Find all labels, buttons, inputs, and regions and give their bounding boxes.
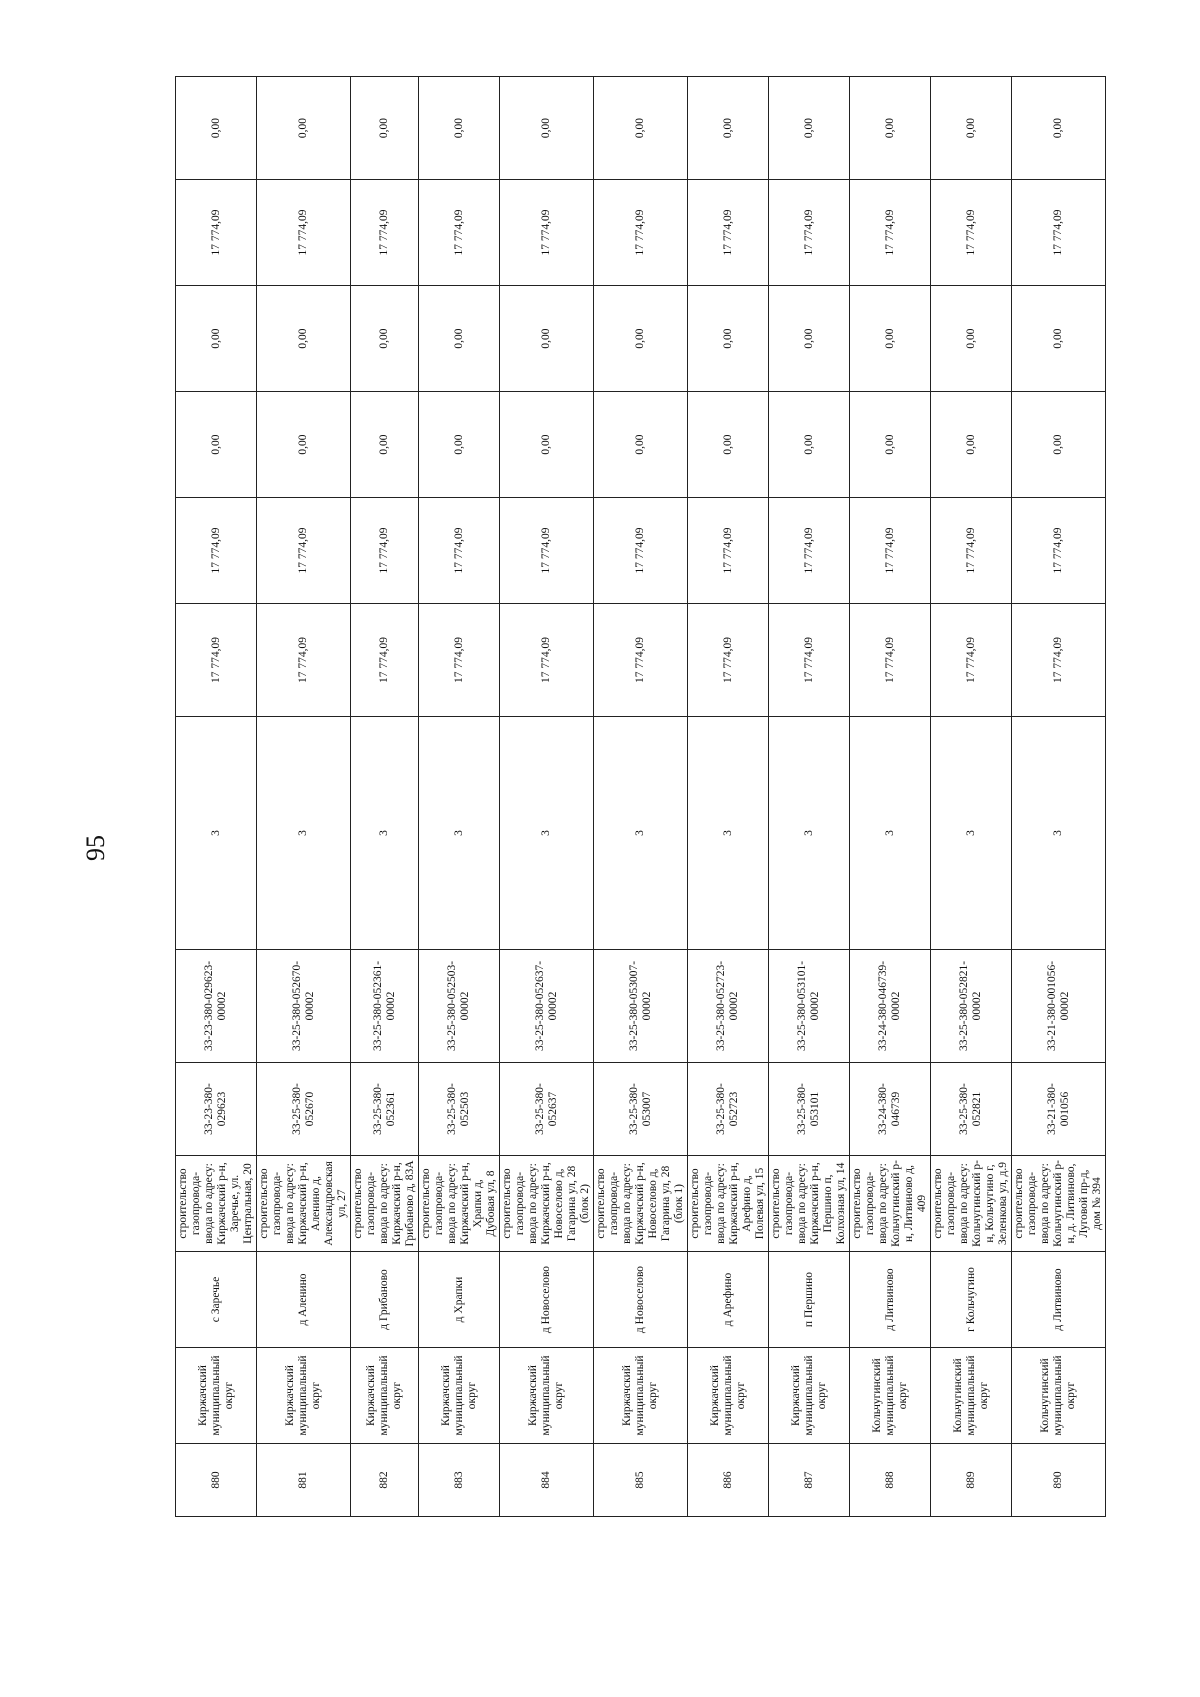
row-number: 882: [351, 1444, 419, 1517]
amount-cell-6: 0,00: [688, 77, 769, 180]
description-cell: строительство газопровода-ввода по адресу: Киржачский р-н, Новоселово д, Гагарина ул, 28 (блок 2): [500, 1156, 594, 1252]
application-code-cell: 33-25-380-052361-00002: [351, 950, 419, 1063]
registry-table: [175, 76, 1106, 1517]
district-cell: Киржачский муниципальный округ: [769, 1348, 850, 1444]
amount-total-cell: 17 774,09: [257, 604, 351, 717]
application-code-cell: 33-25-380-052670-00002: [257, 950, 351, 1063]
row-number: 884: [500, 1444, 594, 1517]
amount-cell-4: 0,00: [419, 286, 500, 392]
object-code-cell: 33-25-380-053007: [594, 1063, 688, 1156]
amount-total-cell: 17 774,09: [850, 604, 931, 717]
district-cell: Кольчугинский муниципальный округ: [931, 1348, 1012, 1444]
amount-cell-6: 0,00: [257, 77, 351, 180]
description-cell: строительство газопровода-ввода по адресу: Кольчугинский р-н, Кольчугино г, Зеленкова ул, д.9: [931, 1156, 1012, 1252]
application-code-cell: 33-24-380-046739-00002: [850, 950, 931, 1063]
description-cell: строительство газопровода-ввода по адресу: Кольчугинский р-н, д. Литвиново, Луговой пр-д, дом № 394: [1012, 1156, 1106, 1252]
amount-cell-5: 17 774,09: [688, 180, 769, 286]
row-number: 889: [931, 1444, 1012, 1517]
amount-cell-4: 0,00: [351, 286, 419, 392]
amount-cell-5: 17 774,09: [769, 180, 850, 286]
description-cell: строительство газопровода-ввода по адресу: Киржачский р-н, Грибаново д, 83А: [351, 1156, 419, 1252]
row-number: 888: [850, 1444, 931, 1517]
object-code-cell: 33-25-380-052503: [419, 1063, 500, 1156]
amount-total-cell: 17 774,09: [769, 604, 850, 717]
amount-total-cell: 17 774,09: [688, 604, 769, 717]
amount-cell-4: 0,00: [769, 286, 850, 392]
amount-cell-6: 0,00: [351, 77, 419, 180]
quantity-cell: 3: [931, 717, 1012, 950]
registry-table-wrapper: [175, 77, 1103, 1517]
application-code-cell: 33-25-380-052723-00002: [688, 950, 769, 1063]
quantity-cell: 3: [850, 717, 931, 950]
table-row: [769, 77, 850, 1517]
amount-cell-6: 0,00: [931, 77, 1012, 180]
amount-cell-5: 17 774,09: [257, 180, 351, 286]
table-row: [351, 77, 419, 1517]
settlement-cell: д Новоселово: [594, 1252, 688, 1348]
amount-cell-6: 0,00: [419, 77, 500, 180]
description-cell: строительство газопровода-ввода по адресу: Кольчугинский р-н, Литвиново д, 409: [850, 1156, 931, 1252]
amount-cell-2: 17 774,09: [419, 498, 500, 604]
application-code-cell: 33-23-380-029623-00002: [176, 950, 257, 1063]
amount-total-cell: 17 774,09: [594, 604, 688, 717]
district-cell: Кольчугинский муниципальный округ: [1012, 1348, 1106, 1444]
quantity-cell: 3: [176, 717, 257, 950]
settlement-cell: д Литвиново: [1012, 1252, 1106, 1348]
amount-cell-2: 17 774,09: [176, 498, 257, 604]
page-number: 95: [81, 835, 110, 861]
amount-cell-5: 17 774,09: [500, 180, 594, 286]
amount-cell-5: 17 774,09: [931, 180, 1012, 286]
amount-cell-4: 0,00: [594, 286, 688, 392]
table-row: [688, 77, 769, 1517]
amount-cell-3: 0,00: [769, 392, 850, 498]
table-row: [1012, 77, 1106, 1517]
amount-cell-6: 0,00: [176, 77, 257, 180]
object-code-cell: 33-25-380-053101: [769, 1063, 850, 1156]
district-cell: Киржачский муниципальный округ: [351, 1348, 419, 1444]
amount-cell-6: 0,00: [500, 77, 594, 180]
district-cell: Киржачский муниципальный округ: [688, 1348, 769, 1444]
application-code-cell: 33-25-380-053101-00002: [769, 950, 850, 1063]
amount-cell-3: 0,00: [500, 392, 594, 498]
amount-cell-3: 0,00: [594, 392, 688, 498]
amount-cell-2: 17 774,09: [769, 498, 850, 604]
object-code-cell: 33-25-380-052361: [351, 1063, 419, 1156]
row-number: 885: [594, 1444, 688, 1517]
amount-cell-6: 0,00: [850, 77, 931, 180]
settlement-cell: п Першино: [769, 1252, 850, 1348]
row-number: 890: [1012, 1444, 1106, 1517]
description-cell: строительство газопровода-ввода по адресу: Киржачский р-н, Храпки д, Дубовая ул, 8: [419, 1156, 500, 1252]
amount-cell-4: 0,00: [931, 286, 1012, 392]
amount-cell-6: 0,00: [1012, 77, 1106, 180]
amount-cell-3: 0,00: [688, 392, 769, 498]
description-cell: строительство газопровода-ввода по адресу: Киржачский р-н, Заречье, ул. Центральная, 20: [176, 1156, 257, 1252]
settlement-cell: д Арефино: [688, 1252, 769, 1348]
quantity-cell: 3: [500, 717, 594, 950]
amount-cell-4: 0,00: [688, 286, 769, 392]
application-code-cell: 33-25-380-052503-00002: [419, 950, 500, 1063]
amount-total-cell: 17 774,09: [500, 604, 594, 717]
quantity-cell: 3: [769, 717, 850, 950]
quantity-cell: 3: [419, 717, 500, 950]
object-code-cell: 33-21-380-001056: [1012, 1063, 1106, 1156]
amount-cell-5: 17 774,09: [351, 180, 419, 286]
amount-cell-2: 17 774,09: [351, 498, 419, 604]
object-code-cell: 33-25-380-052821: [931, 1063, 1012, 1156]
description-cell: строительство газопровода-ввода по адресу: Киржачский р-н, Новоселово д, Гагарина ул, 28 (блок 1): [594, 1156, 688, 1252]
amount-total-cell: 17 774,09: [351, 604, 419, 717]
amount-cell-4: 0,00: [1012, 286, 1106, 392]
object-code-cell: 33-25-380-052723: [688, 1063, 769, 1156]
amount-cell-3: 0,00: [850, 392, 931, 498]
table-row: [594, 77, 688, 1517]
amount-cell-2: 17 774,09: [594, 498, 688, 604]
settlement-cell: д Грибаново: [351, 1252, 419, 1348]
amount-cell-3: 0,00: [1012, 392, 1106, 498]
description-cell: строительство газопровода-ввода по адресу: Киржачский р-н, Арефино д, Полевая ул, 15: [688, 1156, 769, 1252]
amount-cell-5: 17 774,09: [1012, 180, 1106, 286]
amount-cell-2: 17 774,09: [257, 498, 351, 604]
description-cell: строительство газопровода-ввода по адресу: Киржачский р-н, Аленино д, Александровская ул, 27: [257, 1156, 351, 1252]
amount-cell-2: 17 774,09: [500, 498, 594, 604]
object-code-cell: 33-24-380-046739: [850, 1063, 931, 1156]
amount-cell-6: 0,00: [594, 77, 688, 180]
row-number: 883: [419, 1444, 500, 1517]
settlement-cell: д Новоселово: [500, 1252, 594, 1348]
quantity-cell: 3: [594, 717, 688, 950]
amount-cell-2: 17 774,09: [850, 498, 931, 604]
district-cell: Киржачский муниципальный округ: [419, 1348, 500, 1444]
table-row: [500, 77, 594, 1517]
object-code-cell: 33-25-380-052670: [257, 1063, 351, 1156]
settlement-cell: г Кольчугино: [931, 1252, 1012, 1348]
district-cell: Киржачский муниципальный округ: [257, 1348, 351, 1444]
amount-total-cell: 17 774,09: [419, 604, 500, 717]
table-row: [850, 77, 931, 1517]
object-code-cell: 33-25-380-052637: [500, 1063, 594, 1156]
amount-total-cell: 17 774,09: [1012, 604, 1106, 717]
application-code-cell: 33-25-380-052637-00002: [500, 950, 594, 1063]
amount-total-cell: 17 774,09: [931, 604, 1012, 717]
settlement-cell: д Храпки: [419, 1252, 500, 1348]
amount-cell-5: 17 774,09: [594, 180, 688, 286]
amount-cell-4: 0,00: [257, 286, 351, 392]
settlement-cell: д Литвиново: [850, 1252, 931, 1348]
object-code-cell: 33-23-380-029623: [176, 1063, 257, 1156]
amount-cell-5: 17 774,09: [176, 180, 257, 286]
row-number: 886: [688, 1444, 769, 1517]
settlement-cell: д Аленино: [257, 1252, 351, 1348]
amount-cell-4: 0,00: [176, 286, 257, 392]
application-code-cell: 33-25-380-053007-00002: [594, 950, 688, 1063]
amount-cell-2: 17 774,09: [1012, 498, 1106, 604]
amount-cell-5: 17 774,09: [419, 180, 500, 286]
district-cell: Кольчугинский муниципальный округ: [850, 1348, 931, 1444]
district-cell: Киржачский муниципальный округ: [594, 1348, 688, 1444]
table-row: [931, 77, 1012, 1517]
amount-total-cell: 17 774,09: [176, 604, 257, 717]
amount-cell-3: 0,00: [351, 392, 419, 498]
application-code-cell: 33-25-380-052821-00002: [931, 950, 1012, 1063]
district-cell: Киржачский муниципальный округ: [176, 1348, 257, 1444]
amount-cell-3: 0,00: [176, 392, 257, 498]
amount-cell-4: 0,00: [500, 286, 594, 392]
amount-cell-5: 17 774,09: [850, 180, 931, 286]
quantity-cell: 3: [1012, 717, 1106, 950]
table-row: [419, 77, 500, 1517]
amount-cell-3: 0,00: [419, 392, 500, 498]
table-body: [176, 77, 1106, 1517]
settlement-cell: с Заречье: [176, 1252, 257, 1348]
amount-cell-2: 17 774,09: [931, 498, 1012, 604]
amount-cell-3: 0,00: [931, 392, 1012, 498]
row-number: 880: [176, 1444, 257, 1517]
amount-cell-2: 17 774,09: [688, 498, 769, 604]
amount-cell-3: 0,00: [257, 392, 351, 498]
quantity-cell: 3: [351, 717, 419, 950]
row-number: 881: [257, 1444, 351, 1517]
row-number: 887: [769, 1444, 850, 1517]
amount-cell-4: 0,00: [850, 286, 931, 392]
table-row: [257, 77, 351, 1517]
quantity-cell: 3: [257, 717, 351, 950]
description-cell: строительство газопровода-ввода по адресу: Киржачский р-н, Першино п, Колхозная ул, 14: [769, 1156, 850, 1252]
amount-cell-6: 0,00: [769, 77, 850, 180]
application-code-cell: 33-21-380-001056-00002: [1012, 950, 1106, 1063]
quantity-cell: 3: [688, 717, 769, 950]
district-cell: Киржачский муниципальный округ: [500, 1348, 594, 1444]
table-row: [176, 77, 257, 1517]
